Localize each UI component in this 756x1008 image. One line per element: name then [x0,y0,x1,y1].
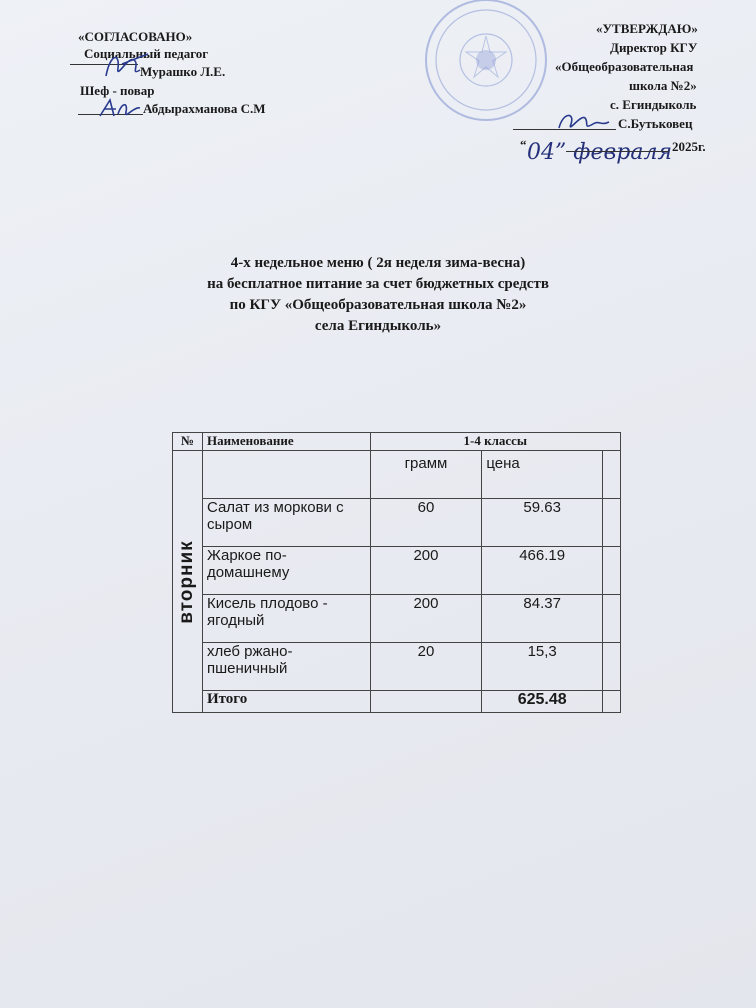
row-price: 59.63 [482,499,603,547]
subheader-price: цена [482,451,603,499]
title-line3: по КГУ «Общеобразовательная школа №2» [229,297,527,313]
title-line1: 4-х недельное меню ( 2я неделя зима-весна) [230,255,526,271]
table-header-row [173,433,621,451]
subheader-extra [603,451,621,499]
approval-right-line5: С.Бутьковец [618,116,693,131]
row-gram: 20 [370,643,482,691]
row-price: 466.19 [482,547,603,595]
row-extra [603,547,621,595]
header-number: № [173,433,203,451]
table-row [173,547,621,595]
row-extra [603,499,621,547]
table-row [173,595,621,643]
approval-right-line1: Директор КГУ [610,40,698,55]
row-extra [603,643,621,691]
approval-right-date-line [566,151,669,152]
signature-left-1 [100,46,160,86]
total-label: Итого [202,691,370,713]
row-price: 15,3 [482,643,603,691]
approval-right-date-quote: “ [520,137,527,152]
table-row [173,643,621,691]
approval-right-date-handwritten: 04” февраля [527,140,673,165]
row-name: Салат из моркови с сыром [202,499,370,547]
official-seal [417,0,555,130]
day-label: вторник [176,539,198,624]
document-title [0,253,756,337]
total-blank [370,691,482,713]
row-name: Кисель плодово - ягодный [202,595,370,643]
table-row [173,499,621,547]
approval-left-line3: Шеф - повар [80,83,155,98]
approval-left-line2: Мурашко Л.Е. [140,64,226,79]
row-gram: 200 [370,595,482,643]
row-name: хлеб ржано-пшеничный [202,643,370,691]
title-line4: села Егиндыколь» [314,318,442,334]
table-total-row [173,691,621,713]
row-price: 84.37 [482,595,603,643]
signature-left-2 [96,96,146,122]
header-name: Наименование [202,433,370,451]
row-gram: 60 [370,499,482,547]
title-line2: на бесплатное питание за счет бюджетных средств [207,276,549,292]
row-gram: 200 [370,547,482,595]
menu-table [172,432,621,713]
day-cell [173,451,203,713]
approval-left-line1: Социальный педагог [84,46,209,61]
approval-right-year: 2025г. [672,139,706,154]
total-extra [603,691,621,713]
total-value: 625.48 [482,691,603,713]
row-extra [603,595,621,643]
table-subheader-row [173,451,621,499]
row-name: Жаркое по-домашнему [202,547,370,595]
header-group: 1-4 классы [370,433,620,451]
subheader-blank [202,451,370,499]
approval-left-line4: Абдырахманова С.М [143,101,266,116]
subheader-gram: грамм [370,451,482,499]
approval-right-line2: «Общеобразовательная [555,59,694,74]
approval-right-line4: с. Егиндыколь [610,97,697,112]
approval-right-line3: школа №2» [629,78,697,93]
signature-right [555,108,615,136]
approval-right-heading: «УТВЕРЖДАЮ» [596,21,698,36]
approval-left-heading: «СОГЛАСОВАНО» [78,29,193,44]
